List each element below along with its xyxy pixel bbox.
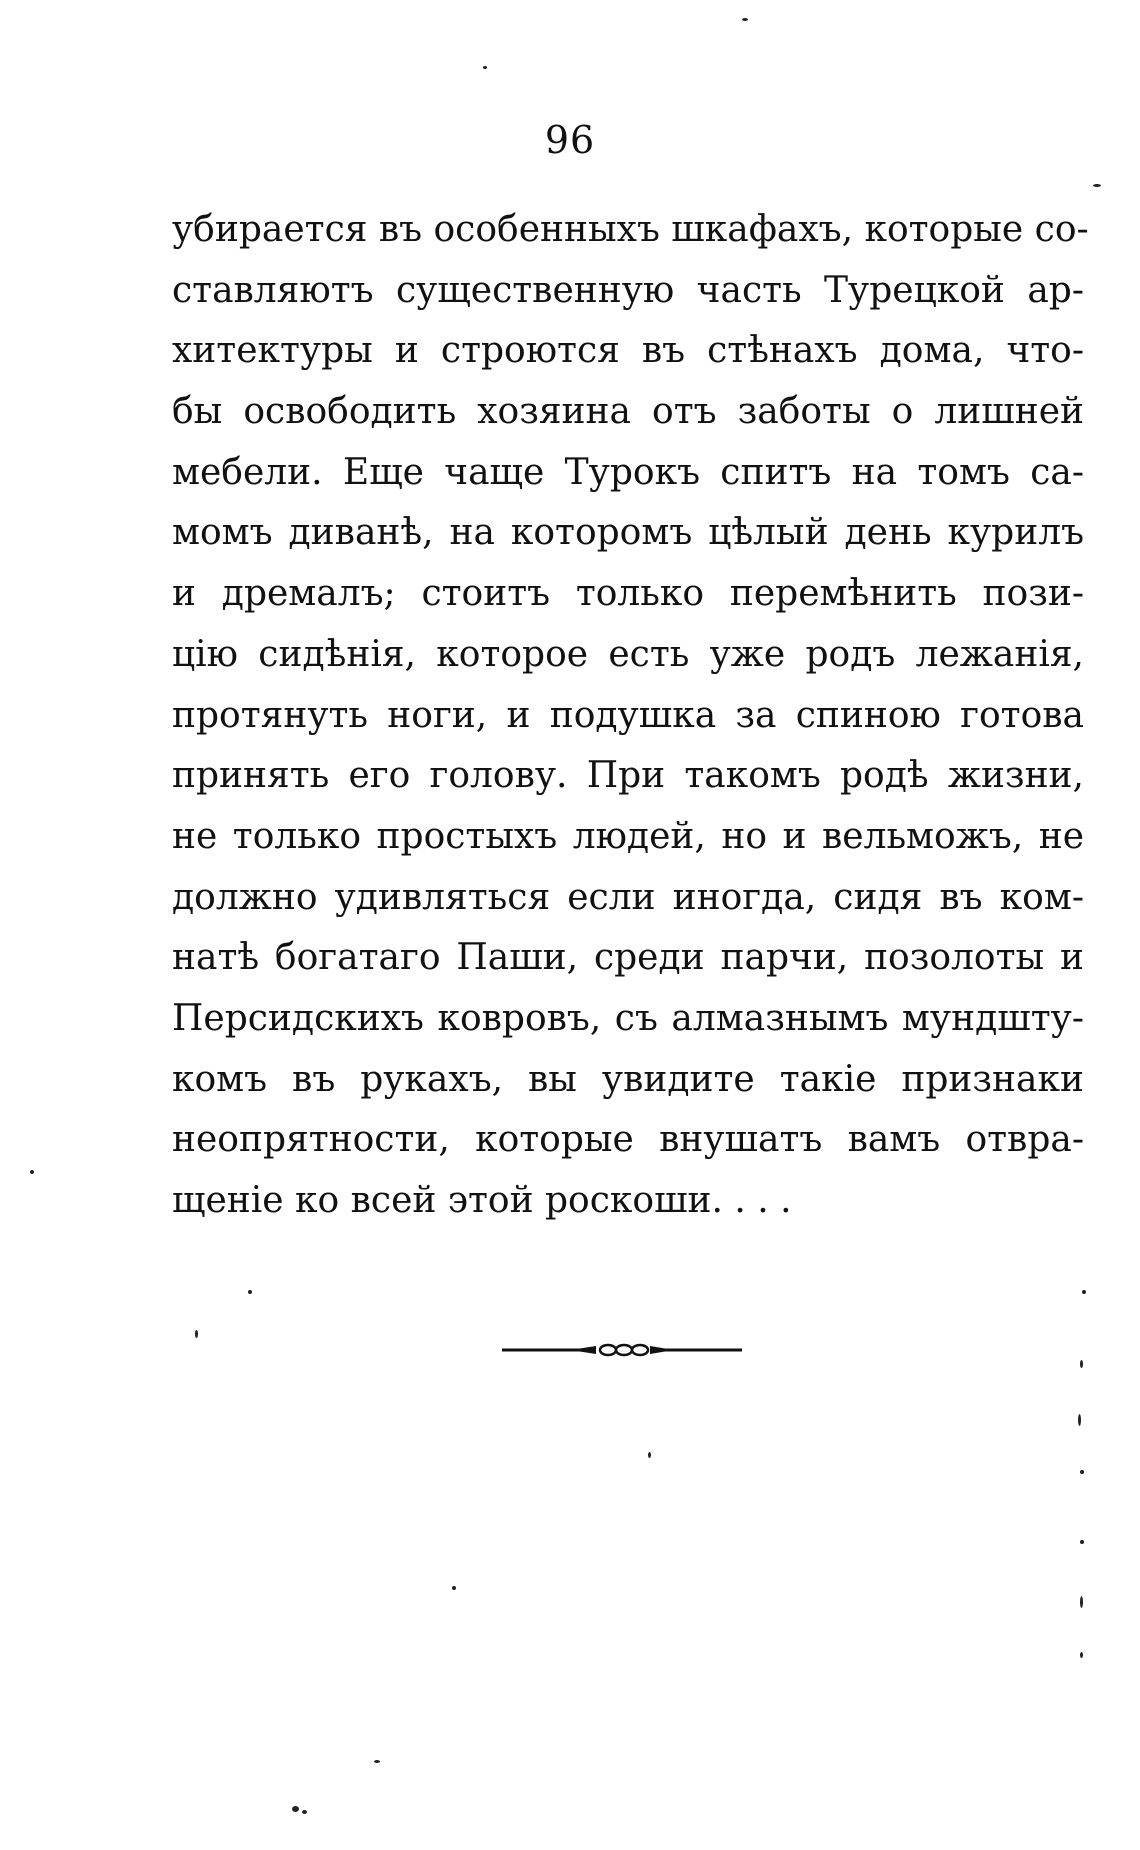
text-line: ставляютъ существенную часть Турецкой ар- xyxy=(172,269,1084,311)
scan-speck xyxy=(483,66,487,69)
scan-speck xyxy=(1080,1470,1084,1474)
scan-speck xyxy=(1082,1290,1086,1294)
text-line: протянуть ноги, и подушка за спиною готова xyxy=(172,694,1084,736)
scan-speck xyxy=(292,1806,299,1812)
scan-speck xyxy=(30,1170,34,1174)
scan-speck xyxy=(1080,1596,1083,1608)
text-line: натѣ богатаго Паши, среди парчи, позолоты и xyxy=(172,937,1084,979)
text-line: цію сидѣнія, которое есть уже родъ лежанія, xyxy=(172,633,1084,675)
scan-speck xyxy=(1093,184,1101,187)
scan-speck xyxy=(742,18,748,21)
text-line: и дремалъ; стоитъ только перемѣнить пози- xyxy=(172,573,1084,615)
text-line: бы освободить хозяина отъ заботы о лишней xyxy=(172,391,1084,433)
scan-speck xyxy=(248,1290,252,1294)
scan-speck xyxy=(1080,1360,1083,1368)
scan-speck xyxy=(374,1760,380,1763)
text-line: комъ въ рукахъ, вы увидите такіе признаки xyxy=(172,1058,1084,1100)
scan-speck xyxy=(302,1810,307,1814)
page-number: 96 xyxy=(544,118,596,162)
scan-speck xyxy=(1080,1652,1083,1658)
text-line: мебели. Еще чаще Турокъ спитъ на томъ са- xyxy=(172,451,1084,493)
text-line: не только простыхъ людей, но и вельможъ, не xyxy=(172,815,1084,857)
body-text xyxy=(172,200,1089,1232)
text-line: хитектуры и строются въ стѣнахъ дома, что- xyxy=(172,330,1084,372)
text-line-last: щеніе ко всей этой роскоши. . . . xyxy=(172,1180,792,1221)
text-line: момъ диванѣ, на которомъ цѣлый день курилъ xyxy=(172,512,1084,554)
text-line: убирается въ особенныхъ шкафахъ, которые со- xyxy=(172,209,1089,250)
scan-speck xyxy=(1080,1540,1084,1544)
scan-speck xyxy=(648,1452,651,1458)
scan-speck xyxy=(1078,1414,1081,1426)
text-line: должно удивляться если иногда, сидя въ ком- xyxy=(172,876,1084,918)
ornament-divider-icon xyxy=(500,1342,744,1358)
scan-speck xyxy=(452,1586,456,1590)
text-line: Персидскихъ ковровъ, съ алмазнымъ мундшту- xyxy=(172,997,1084,1039)
scan-speck xyxy=(195,1330,198,1338)
text-line: неопрятности, которые внушатъ вамъ отвра- xyxy=(172,1119,1084,1161)
text-line: принять его голову. При такомъ родѣ жизни, xyxy=(172,755,1084,797)
